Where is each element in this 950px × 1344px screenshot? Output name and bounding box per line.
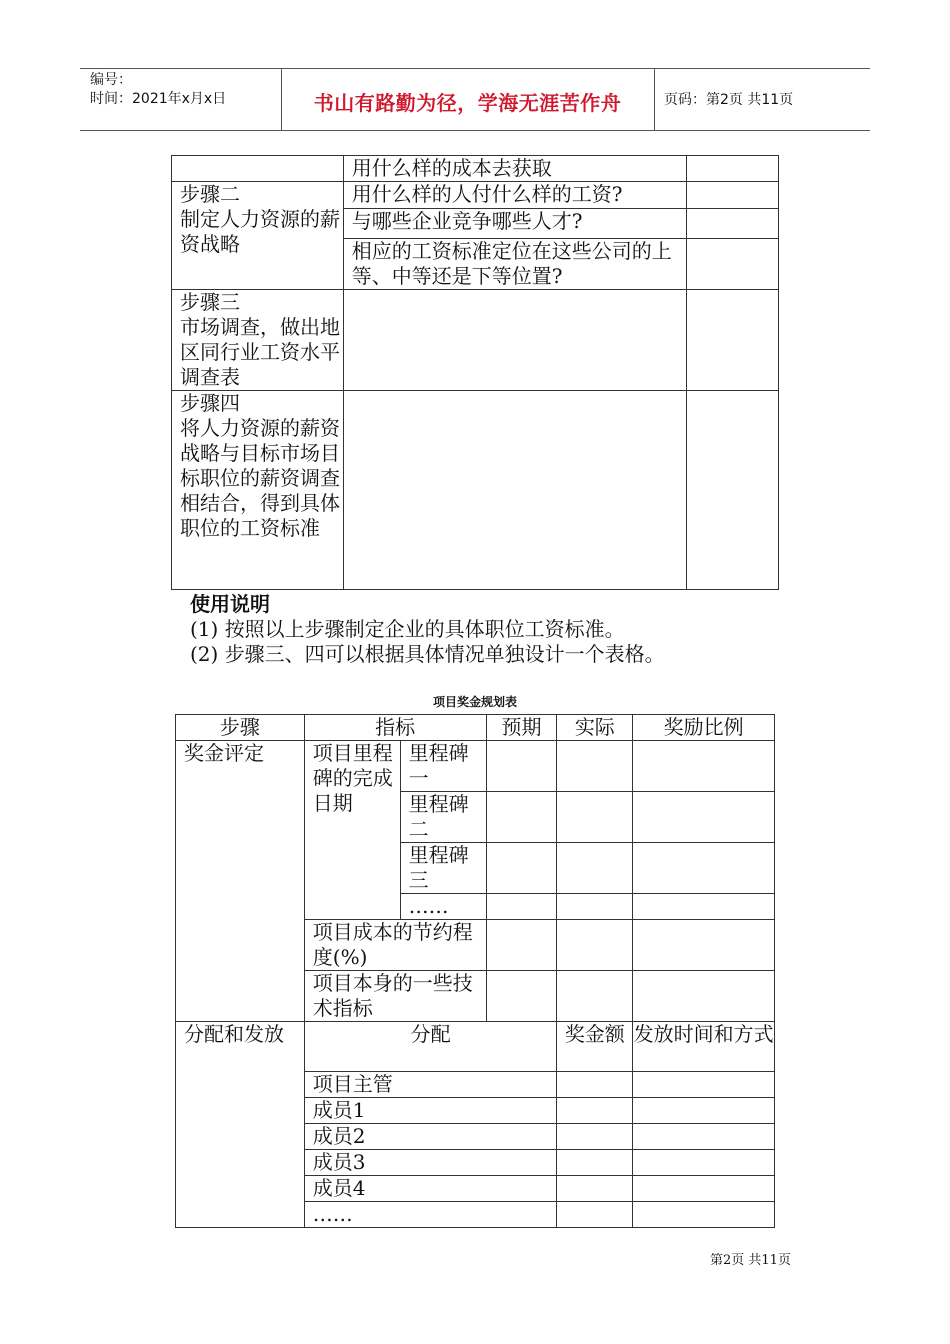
page-header xyxy=(80,68,870,131)
table-cell xyxy=(557,741,633,792)
usage-heading: 使用说明 xyxy=(190,592,270,616)
step-title: 步骤三 xyxy=(180,290,240,314)
table-cell xyxy=(687,290,779,391)
milestone-cell: 里程碑二 xyxy=(400,792,486,843)
milestone-cell: 里程碑一 xyxy=(400,741,486,792)
table-cell: 用什么样的成本去获取 xyxy=(343,156,686,182)
table-row xyxy=(176,1022,775,1072)
table-cell xyxy=(486,920,557,971)
date-label: 时间：2021年x月x日 xyxy=(90,91,227,107)
member-cell: 成员2 xyxy=(304,1124,557,1150)
table-cell xyxy=(557,843,633,894)
usage-item: (1) 按照以上步骤制定企业的具体职位工资标准。 xyxy=(190,617,625,641)
table-cell xyxy=(486,894,557,920)
header-indicator: 指标 xyxy=(304,715,486,741)
step-title: 步骤四 xyxy=(180,391,240,415)
header-meta xyxy=(90,71,226,109)
table-cell xyxy=(687,182,779,209)
header-expected: 预期 xyxy=(486,715,557,741)
table-header-row xyxy=(176,715,775,741)
table-cell xyxy=(557,1098,633,1124)
bonus-plan-table xyxy=(175,714,775,1228)
table-cell xyxy=(633,1124,775,1150)
table-cell xyxy=(486,843,557,894)
table-cell xyxy=(633,1150,775,1176)
table-cell xyxy=(633,1176,775,1202)
header-ratio: 奖励比例 xyxy=(633,715,775,741)
step3-cell xyxy=(172,290,344,391)
table-cell xyxy=(633,843,775,894)
usage-item: (2) 步骤三、四可以根据具体情况单独设计一个表格。 xyxy=(190,642,665,666)
header-actual: 实际 xyxy=(557,715,633,741)
member-cell: 成员4 xyxy=(304,1176,557,1202)
table-cell xyxy=(557,971,633,1022)
usage-notes xyxy=(190,592,665,667)
table-cell xyxy=(633,894,775,920)
table-cell xyxy=(343,391,686,590)
table-row xyxy=(172,156,779,182)
member-cell: 成员3 xyxy=(304,1150,557,1176)
header-divider xyxy=(654,69,655,130)
header-motto: 书山有路勤为径，学海无涯苦作舟 xyxy=(313,91,622,115)
table-cell xyxy=(557,1072,633,1098)
table-cell xyxy=(633,971,775,1022)
table-row xyxy=(172,391,779,590)
table-cell xyxy=(343,290,686,391)
table-cell xyxy=(633,1098,775,1124)
step4-cell xyxy=(172,391,344,590)
table-cell xyxy=(172,156,344,182)
table-cell xyxy=(633,792,775,843)
table-row xyxy=(172,182,779,209)
table-cell: 用什么样的人付什么样的工资? xyxy=(343,182,686,209)
tech-index-cell: 项目本身的一些技术指标 xyxy=(304,971,486,1022)
header-step: 步骤 xyxy=(176,715,305,741)
section-allocation: 分配和发放 xyxy=(176,1022,305,1228)
table-cell xyxy=(687,391,779,590)
table-cell xyxy=(557,1150,633,1176)
member-cell: 项目主管 xyxy=(304,1072,557,1098)
table-cell xyxy=(557,1202,633,1228)
milestone-group: 项目里程碑的完成日期 xyxy=(304,741,400,920)
table-cell xyxy=(687,156,779,182)
milestone-cell: …… xyxy=(400,894,486,920)
table-cell xyxy=(633,1072,775,1098)
table-cell xyxy=(687,239,779,290)
section-bonus-evaluation: 奖金评定 xyxy=(176,741,305,1022)
step-desc: 市场调查，做出地区同行业工资水平调查表 xyxy=(180,315,340,389)
step-title: 步骤二 xyxy=(180,182,240,206)
table-row xyxy=(172,290,779,391)
serial-label: 编号： xyxy=(90,72,132,88)
time-header: 发放时间和方式 xyxy=(633,1022,775,1072)
table-cell: 相应的工资标准定位在这些公司的上等、中等还是下等位置? xyxy=(343,239,686,290)
member-cell: 成员1 xyxy=(304,1098,557,1124)
cost-saving-cell: 项目成本的节约程度(%) xyxy=(304,920,486,971)
table-cell xyxy=(486,741,557,792)
step2-cell xyxy=(172,182,344,290)
table-caption: 项目奖金规划表 xyxy=(432,695,517,709)
table-cell: 与哪些企业竞争哪些人才? xyxy=(343,209,686,239)
table-cell xyxy=(557,1176,633,1202)
table-cell xyxy=(633,1202,775,1228)
member-cell: …… xyxy=(304,1202,557,1228)
table-row xyxy=(176,741,775,792)
step-desc: 制定人力资源的薪资战略 xyxy=(180,207,340,256)
salary-steps-table xyxy=(171,155,779,590)
table-cell xyxy=(633,920,775,971)
table-cell xyxy=(486,792,557,843)
amount-header: 奖金额 xyxy=(557,1022,633,1072)
header-page-info: 页码：第2页 共11页 xyxy=(664,92,794,108)
table-cell xyxy=(557,920,633,971)
milestone-cell: 里程碑三 xyxy=(400,843,486,894)
table-cell xyxy=(633,741,775,792)
table-cell xyxy=(557,1124,633,1150)
step-desc: 将人力资源的薪资战略与目标市场目标职位的薪资调查相结合，得到具体职位的工资标准 xyxy=(180,416,340,540)
table-cell xyxy=(557,792,633,843)
table-cell xyxy=(486,971,557,1022)
table-cell xyxy=(557,894,633,920)
table-cell xyxy=(687,209,779,239)
page-footer: 第2页 共11页 xyxy=(710,1253,791,1268)
alloc-header: 分配 xyxy=(304,1022,557,1072)
